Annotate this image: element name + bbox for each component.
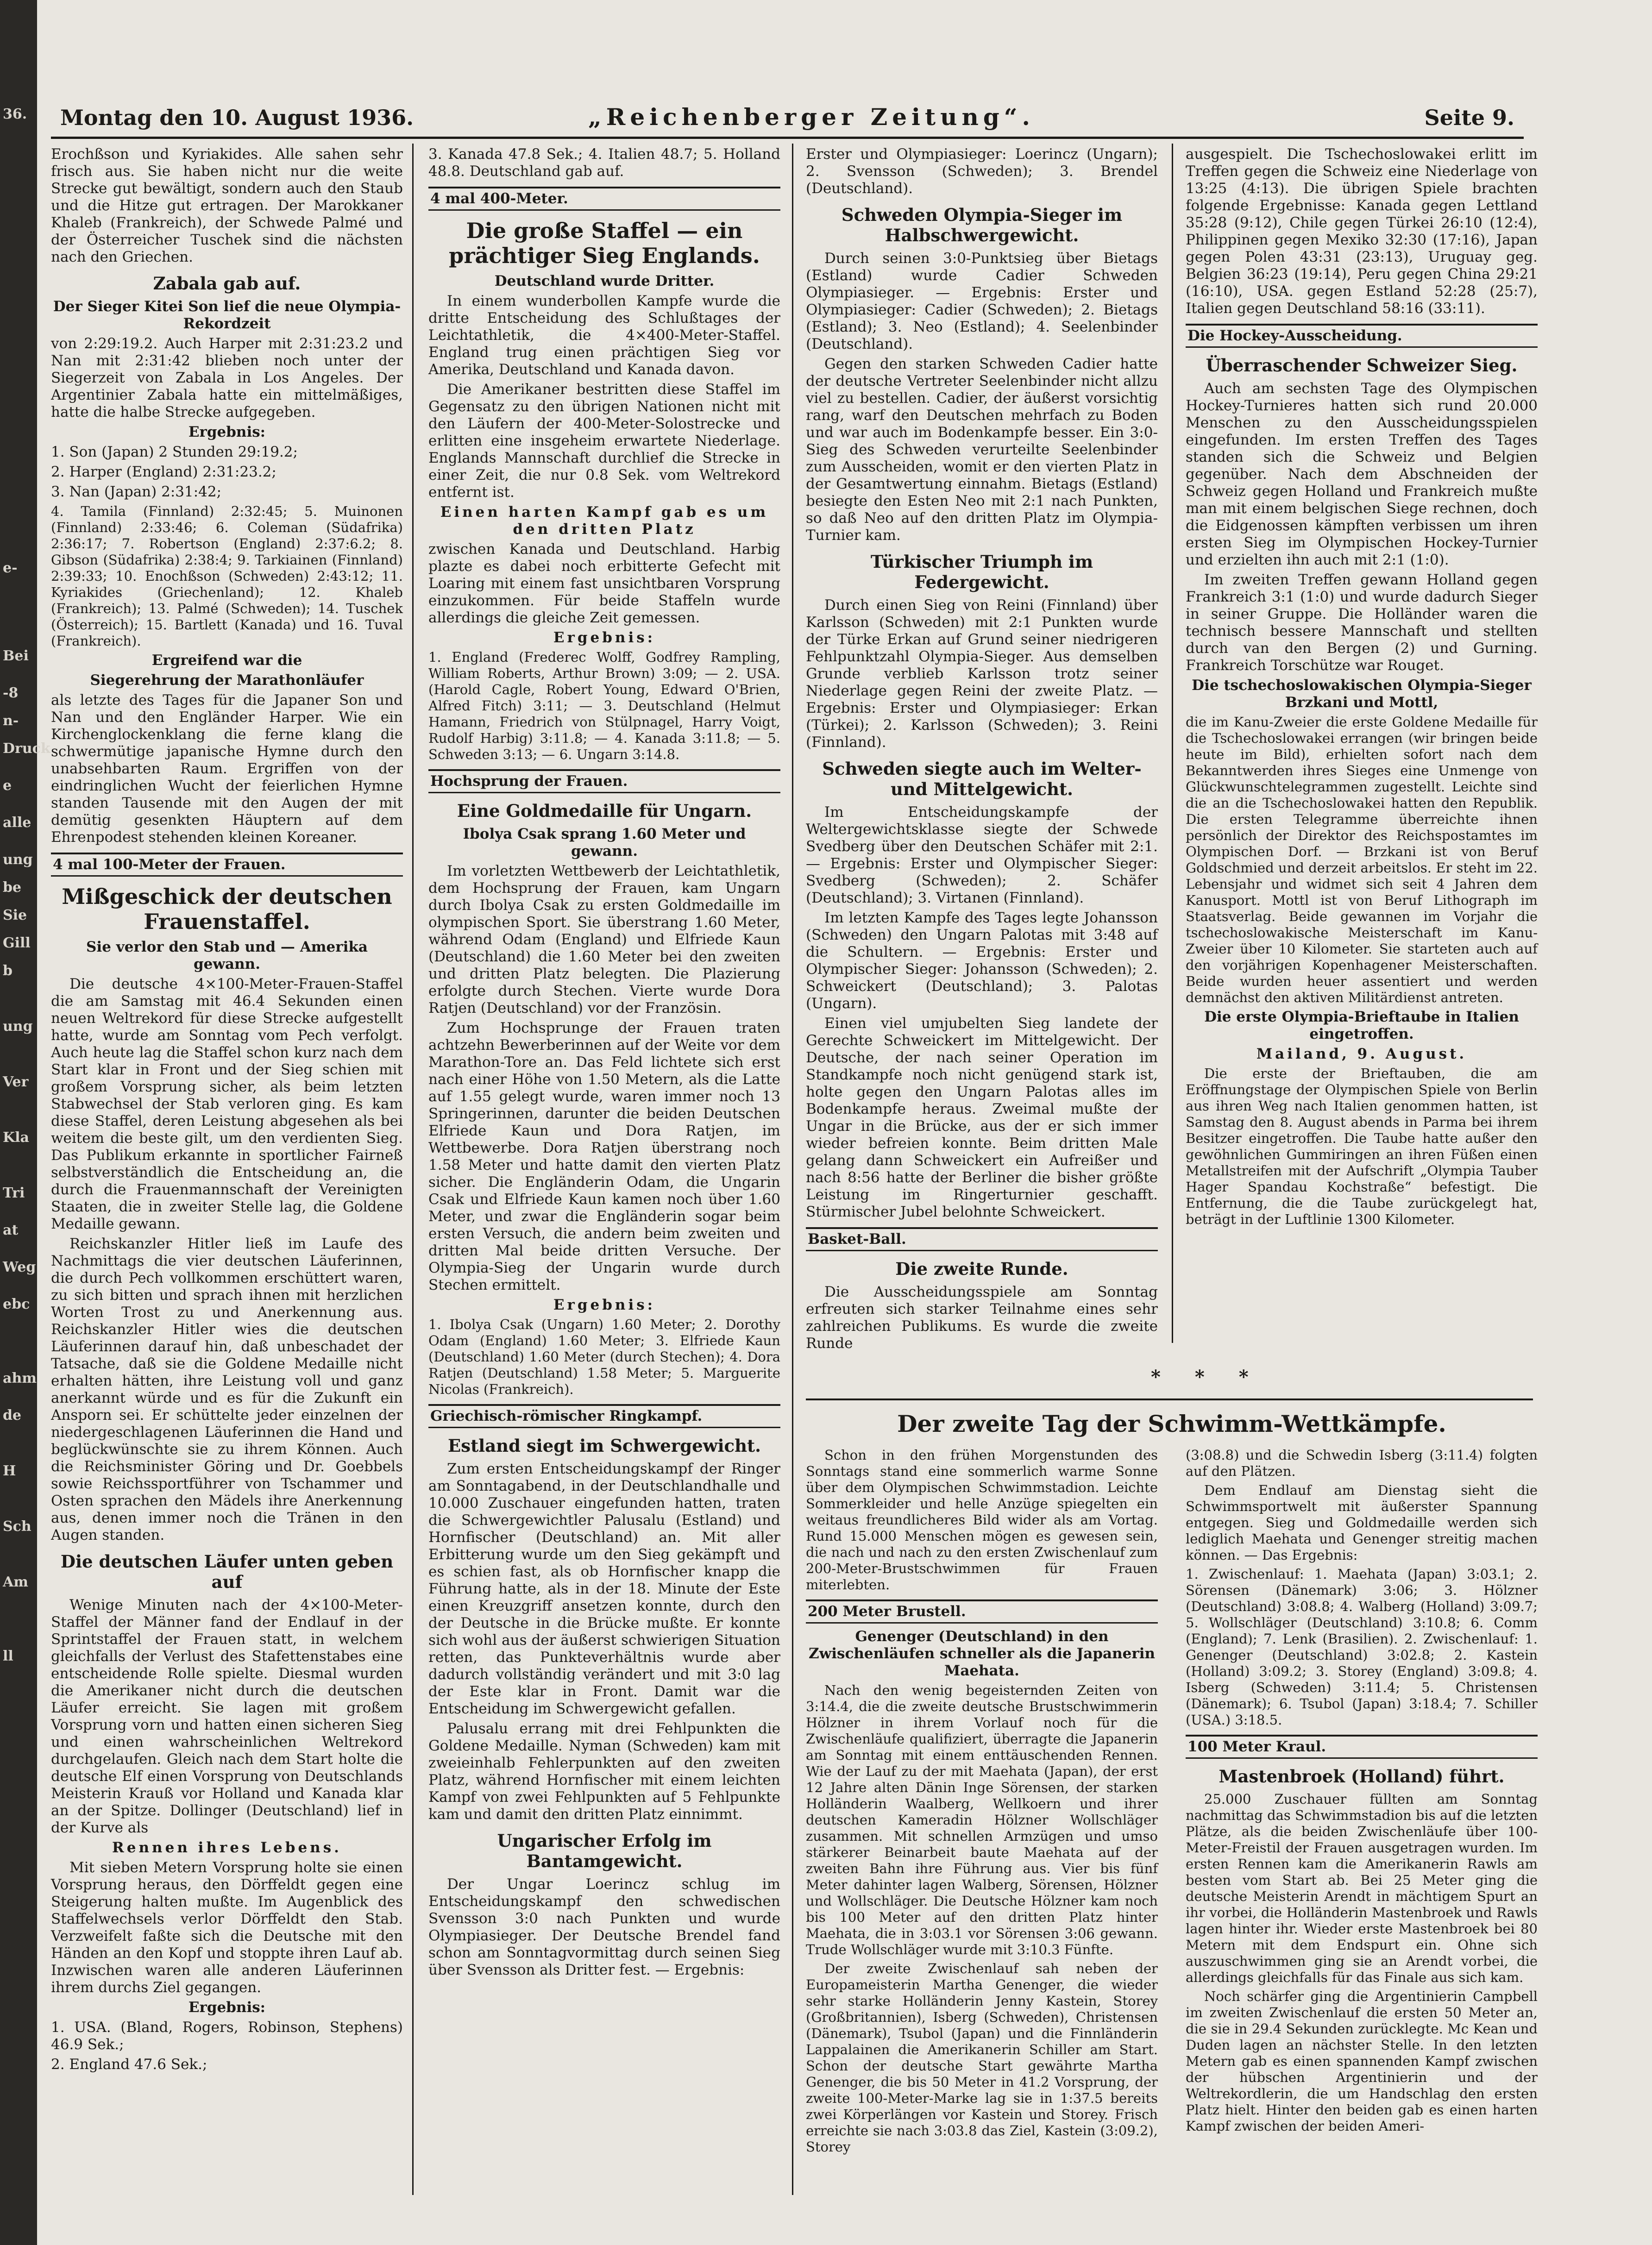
subheadline: Genenger (Deutschland) in den Zwischenläufen schneller als die Japanerin Maehata. <box>808 1628 1156 1679</box>
result-text: 1. Ibolya Csak (Ungarn) 1.60 Meter; 2. Dorothy Odam (England) 1.60 Meter; 3. Elfriede Kaun (Deutschland) 1.60 Meter (durch Stechen); 4. Dora Ratjen (Deutschland) 1.58 Meter; 5. Marguerite Nicolas (Frankreich). <box>428 1317 780 1397</box>
article-text: Einen viel umjubelten Sieg landete der Gerechte Schweickert im Mittelgewicht. Der Deutsche, der nach seiner Operation im Standkampfe noch nicht genügend stark ist, holte gegen den Ungarn Palotas alles im Bodenkampfe heraus. Zweimal mußte der Ungar in die Brücke, aus der er sich immer wieder befreien konnte. Beim dritten Male gelang dann Schweickert ein Aufreißer und nach 8:56 hatte der Berliner die bisher größte Leistung im Ringerturnier geschafft. Stürmischer Jubel belohnte Schweickert. <box>806 1015 1158 1220</box>
column-4 <box>1186 146 1538 1230</box>
result-line: 1. USA. (Bland, Rogers, Robinson, Stephens) 46.9 Sek.; <box>51 2019 403 2053</box>
subheadline: Ibolya Csak sprang 1.60 Meter und gewann. <box>463 826 746 859</box>
column-3-lower <box>806 1447 1158 2158</box>
result-label: Ergebnis: <box>553 1297 656 1313</box>
strip-fragment: -8 <box>3 685 19 701</box>
column-4-lower <box>1186 1447 1538 2137</box>
result-line: 1. Son (Japan) 2 Stunden 29:19.2; <box>51 444 298 460</box>
article-text: zwischen Kanada und Deutschland. Harbig plazte es dabei noch erbitterte Gefecht mit Loaring mit einem fast unsichtbaren Vorsprung einzukommen. Für beide Staffeln wurde allerdings die gleiche Zeit gemessen. <box>428 541 780 626</box>
article-text: Die erste der Brieftauben, die am Eröffnungstage der Olympischen Spiele von Berlin aus ihren Weg nach Italien genommen hatten, ist Samstag den 8. August abends in Parma bei ihrem Besitzer eingetroffen. Die Taube hatte außer den gewöhnlichen Gummiringen an ihren Füßen einen Metallstreifen mit der Aufschrift „Olympia Tauber Hager Spandau Kochstraße“ befestigt. Die Entfernung, die die Taube zurückgelegt hat, beträgt in der Luftlinie 1300 Kilometer. <box>1186 1066 1538 1227</box>
subheading: Zabala gab auf. <box>153 273 301 294</box>
headline: Die zweite Runde. <box>895 1259 1068 1279</box>
article-text: (3:08.8) und die Schwedin Isberg (3:11.4) folgten auf den Plätzen. <box>1186 1447 1538 1479</box>
strip-fragment: ahm <box>3 1370 37 1386</box>
strip-fragment: e <box>3 778 12 794</box>
column-rule <box>412 144 414 2195</box>
article-text: Erster und Olympiasieger: Loerincz (Ungarn); 2. Svensson (Schweden); 3. Brendel (Deutschland). <box>806 146 1158 197</box>
strip-fragment: be <box>3 879 22 896</box>
headline: Überraschender Schweizer Sieg. <box>1206 355 1518 376</box>
article-text: Schon in den frühen Morgenstunden des Sonntags stand eine sommerlich warme Sonne über dem Olympischen Schwimmstadion. Leichte Sommerkleider und helle Anzüge spiegelten ein weitaus freundlicheres Bild wider als am Vortag. Rund 15.000 Menschen mögen es gewesen sein, die nach und nach zu den ersten Zwischenlauf zum 200-Meter-Brustschwimmen für Frauen miterlebten. <box>806 1447 1158 1593</box>
strip-fragment: n- <box>3 713 19 729</box>
subheading: Der Sieger Kitei Son lief die neue Olympia-Rekordzeit <box>53 298 401 332</box>
article-text: Durch seinen 3:0-Punktsieg über Bietags (Estland) wurde Cadier Schweden Olympiasieger. — Ergebnis: Erster und Olympiasieger: Cadier (Schweden); 2. Bietags (Estland); 3. Neo (Estland); 4. Seelenbinder (Deutschland). <box>806 250 1158 352</box>
newspaper-name: „Reichenberger Zeitung“. <box>588 103 1035 131</box>
section-label: Hochsprung der Frauen. <box>428 769 780 793</box>
subheadline: Deutschland wurde Dritter. <box>494 273 715 289</box>
column-rule <box>792 144 793 2195</box>
article-text: Der Ungar Loerincz schlug im Entscheidungskampf den schwedischen Svensson 3:0 nach Punkten und wurde Olympiasieger. Der Deutsche Brendel fand schon am Sonntagvormittag durch seinen Sieg über Svensson als Dritter fest. — Ergebnis: <box>428 1876 780 1978</box>
strip-fragment: at <box>3 1222 19 1238</box>
strip-fragment: e- <box>3 560 18 576</box>
column-2 <box>428 146 780 1982</box>
strip-fragment: ebc <box>3 1296 30 1312</box>
strip-fragment: Bei <box>3 648 29 664</box>
article-text: Reichskanzler Hitler ließ im Laufe des Nachmittags die vier deutschen Läuferinnen, die durch Pech vollkommen erschüttert waren, zu sich bitten und sprach ihnen mit herzlichen Worten Trost zu und Anerkennung aus. Reichskanzler Hitler wies die deutschen Läuferinnen darauf hin, daß unbeschadet der Tatsache, daß sie die Goldene Medaille nicht erhalten hätten, ihre Leistung voll und ganz anerkannt würde und es für die Zukunft ein Ansporn sei. Er schüttelte jeder einzelnen der niedergeschlagenen Läuferinnen die Hand und beglückwünschte sie zu ihrem Können. Auch die Reichsminister Göring und Dr. Goebbels sowie Reichssportführer von Tschammer und Osten sprachen den Mädels ihre Anerkennung aus, denen immer noch die Tränen in den Augen standen. <box>51 1235 403 1543</box>
dateline: Mailand, 9. August. <box>1256 1046 1467 1062</box>
result-label: Ergebnis: <box>553 629 656 646</box>
section-label: 4 mal 400-Meter. <box>428 187 780 211</box>
strip-fragment: 36. <box>3 106 27 122</box>
article-text: die im Kanu-Zweier die erste Goldene Medaille für die Tschechoslowakei errangen (wir bringen beide heute im Bild), erhielten sofort nach dem Bekanntwerden ihres Sieges eine Unmenge von Glückwunschtelegrammen zugestellt. Leichte sind die an die Tschechoslowakei hatten den Republik. Die ersten Telegramme überreichte ihnen persönlich der Direktor des Reichspostamtes im Olympischen Dorf. — Brzkani ist von Beruf Goldschmied und derzeit arbeitslos. Er steht im 22. Lebensjahr und widmet sich seit 4 Jahren dem Kanusport. Mottl ist von Beruf Lithograph im Staatsverlag. Beide gewannen im Vorjahr die tschechoslowakische Meisterschaft im Kanu-Zweier über 10 Kilometer. Sie starteten auch auf den vorjährigen Kopenhagener Meisterschaften. Beide wurden heuer assentiert und werden demnächst den aktiven Militärdienst antreten. <box>1186 714 1538 1005</box>
article-text: Zum Hochsprunge der Frauen traten achtzehn Bewerberinnen auf der Weite vor dem Marathon-Tore an. Das Feld lichtete sich erst nach einer Höhe von 1.50 Metern, als die Latte auf 1.55 gelegt wurde, waren immer noch 13 Springerinnen, darunter die beiden Deutschen Elfriede Kaun und Dora Ratjen, im Wettbewerbe. Dora Ratjen überstrang noch 1.58 Meter und hatte damit den vierten Platz sicher. Die Engländerin Odam, die Ungarin Csak und Elfriede Kaun kamen noch über 1.60 Meter, und zwar die Engländerin sogar beim ersten Versuch, die andern beim zweiten und dritten Mal beide dritten Versuche. Der Olympia-Sieg der Ungarin wurde durch Stechen ermittelt. <box>428 1020 780 1293</box>
subheading: Siegerehrung der Marathonläufer <box>90 672 364 689</box>
headline: Eine Goldmedaille für Ungarn. <box>457 801 752 821</box>
subheading: Die deutschen Läufer unten geben auf <box>60 1551 394 1592</box>
section-label: Die Hockey-Ausscheidung. <box>1186 324 1538 348</box>
result-text: 4. Tamila (Finnland) 2:32:45; 5. Muinonen (Finnland) 2:33:46; 6. Coleman (Südafrika) 2:36:17; 7. Robertson (England) 2:37:6.2; 8. Gibson (Südafrika) 2:38:4; 9. Tarkiainen (Finnland) 2:39:33; 10. Enochßson (Schweden) 2:43:12; 11. Kyriakides (Griechenland); 12. Khaleb (Frankreich); 13. Palmé (Schweden); 14. Tuschek (Österreich); 15. Bartlett (Kanada) und 16. Tuval (Frankreich). <box>51 503 403 649</box>
result-label: Ergebnis: <box>188 424 266 440</box>
subheading: Einen harten Kampf gab es um den dritten Platz <box>440 504 769 538</box>
headline: Ungarischer Erfolg im Bantamgewicht. <box>497 1831 712 1871</box>
issue-date: Montag den 10. August 1936. <box>60 105 414 130</box>
strip-fragment: Tri <box>3 1185 25 1201</box>
headline: Mastenbroek (Holland) führt. <box>1219 1766 1505 1787</box>
masthead <box>51 95 1524 139</box>
banner-headline: Der zweite Tag der Schwimm-Wettkämpfe. <box>897 1410 1446 1437</box>
strip-fragment: Kla <box>3 1129 29 1146</box>
article-text: Zum ersten Entscheidungskampf der Ringer am Sonntagabend, in der Deutschlandhalle und 10.000 Zuschauer eingefunden hatten, traten die Schwergewichtler Palusalu (Estland) und Hornfischer (Deutschland) an. Mit aller Erbitterung wurde um den Sieg gekämpft und es schien fast, als ob Hornfischer knapp die Führung hatte, als in der 18. Minute der Este einen Kreuzgriff ansetzen konnte, durch den der Deutsche in die Brücke mußte. Er konnte sich wohl aus der äußerst schwierigen Situation retten, das Punkteverhältnis wurde aber dadurch vollständig verändert und mit 3:0 lag der Este klar in Front. Damit war die Entscheidung im Schwergewicht gefallen. <box>428 1461 780 1717</box>
article-text: In einem wunderbollen Kampfe wurde die dritte Entscheidung des Schlußtages der Leichtathletik, die 4×400-Meter-Staffel. England trug einen prächtigen Sieg vor Amerika, Deutschland und Kanada davon. <box>428 293 780 378</box>
article-text: von 2:29:19.2. Auch Harper mit 2:31:23.2 und Nan mit 2:31:42 blieben noch unter der Siegerzeit von Zabala in Los Angeles. Der Argentinier Zabala hatte ein mittelmäßiges, hatte die halbe Strecke aufgegeben. <box>51 335 403 420</box>
headline: Türkischer Triumph im Federgewicht. <box>870 552 1093 592</box>
column-1 <box>51 146 403 2076</box>
headline: Schweden Olympia-Sieger im Halbschwergewicht. <box>841 205 1123 245</box>
strip-fragment: ung <box>3 1018 33 1035</box>
page-number: Seite 9. <box>1424 105 1514 130</box>
section-label: 4 mal 100-Meter der Frauen. <box>51 853 403 877</box>
article-text: Wenige Minuten nach der 4×100-Meter-Staffel der Männer fand der Endlauf in der Sprintstaffel der Frauen statt, in welchem gleichfalls der Verlust des Stafettenstabes eine entscheidende Rolle spielte. Diesmal wurden die Amerikaner nicht durch die deutschen Läufer erreicht. Sie lagen mit großem Vorsprung vorn und hatten einen sicheren Sieg und einen wahrscheinlichen Weltrekord durchgelaufen. Gleich nach dem Start holte die deutsche Elf einen Vorsprung von Deutschlands Meisterin Krauß vor Holland und Kanada klar an der Spitze. Dollinger (Deutschland) lief in der Kurve als <box>51 1597 403 1836</box>
subheading: Ergreifend war die <box>151 652 302 669</box>
strip-fragment: de <box>3 1407 22 1424</box>
article-text: Dem Endlauf am Dienstag sieht die Schwimmsportwelt mit äußerster Spannung entgegen. Sieg und Goldmedaille werden sich lediglich Maehata und Genenger streitig machen können. — Das Ergebnis: <box>1186 1482 1538 1563</box>
article-text: 25.000 Zuschauer füllten am Sonntag nachmittag das Schwimmstadion bis auf die letzten Plätze, als die beiden Zwischenläufe über 100-Meter-Freistil der Frauen ausgetragen wurden. Im ersten Rennen kam die Amerikanerin Rawls am besten vom Start ab. Bei 25 Meter ging die deutsche Meisterin Arendt in mächtigem Spurt an ihr vorbei, die Holländerin Mastenbroek und Rawls lagen hinter ihr. Wieder erste Mastenbroek bei 80 Metern mit dem Endspurt ein. Ohne sich auszuschwimmen ging sie an Arendt vorbei, die allerdings gleichfalls für das Finale aus sich kam. <box>1186 1791 1538 1985</box>
adjacent-page-strip <box>0 0 50 2245</box>
article-text: Palusalu errang mit drei Fehlpunkten die Goldene Medaille. Nyman (Schweden) kam mit zweieinhalb Fehlerpunkten auf den zweiten Platz, während Hornfischer mit einem leichten Kampf von zwei Fehlpunkten auf 5 Fehlpunkte kam und damit den dritten Platz einnimmt. <box>428 1720 780 1823</box>
article-text: 3. Kanada 47.8 Sek.; 4. Italien 48.7; 5. Holland 48.8. Deutschland gab auf. <box>428 146 780 180</box>
article-text: Die deutsche 4×100-Meter-Frauen-Staffel die am Samstag mit 46.4 Sekunden einen neuen Weltrekord für diese Strecke aufgestellt hatte, wurde am Sonntag vom Pech verfolgt. Auch heute lag die Staffel schon kurz nach dem Start klar in Front und der Sieg schien mit großem Vorsprung sicher, als beim letzten Stabwechsel der Stab verloren ging. Es kam diese Staffel, deren Leistung abgesehen als bei weitem die beste gilt, um den verdienten Sieg. Das Publikum erkannte in sportlicher Fairneß selbstverständlich die Entscheidung an, die durch die Frauenmannschaft der Vereinigten Staaten, die in zweiter Stelle lag, die Goldene Medaille gewann. <box>51 976 403 1232</box>
column-3 <box>806 146 1158 1355</box>
article-text: Erochßson und Kyriakides. Alle sahen sehr frisch aus. Sie haben nicht nur die weite Strecke gut bewältigt, sondern auch den Staub und die Hitze gut ertragen. Der Marokkaner Khaleb (Frankreich), der Schwede Palmé und der Österreicher Tuschek sind die nächsten nach den Griechen. <box>51 146 403 265</box>
subheadline: Sie verlor den Stab und — Amerika gewann. <box>86 939 368 972</box>
section-label: Basket-Ball. <box>806 1227 1158 1251</box>
headline: Estland siegt im Schwergewicht. <box>448 1436 761 1456</box>
section-label: 200 Meter Brustell. <box>806 1599 1158 1624</box>
article-text: ausgespielt. Die Tschechoslowakei erlitt im Treffen gegen die Schweiz eine Niederlage von 13:25 (4:13). Die übrigen Spiele brachten folgende Ergebnisse: Kanada gegen Lettland 35:28 (9:12), Chile gegen Türkei 26:10 (12:4), Philippinen gegen Mexiko 32:30 (17:16), Japan gegen Polen 43:31 (23:13), Uruguay geg. Belgien 36:23 (19:14), Peru gegen China 29:21 (16:10), USA. gegen Estland 52:28 (25:7), Italien gegen Deutschland 58:16 (33:11). <box>1186 146 1538 317</box>
result-line: 2. Harper (England) 2:31:23.2; <box>51 464 276 480</box>
article-text: Gegen den starken Schweden Cadier hatte der deutsche Vertreter Seelenbinder nicht allzu viel zu bestellen. Cadier, der äußerst vorsichtig rang, warf den Deutschen mehrfach zu Boden und war auch im Bodenkampfe besser. Ein 3:0-Sieg des Schweden verurteilte Seelenbinder zum Ausscheiden, womit er den vierten Platz in der Gesamtwertung einnahm. Bietags (Estland) besiegte den Esten Neo mit 2:1 nach Punkten, so daß Neo auf den dritten Platz im Olympia-Turnier kam. <box>806 356 1158 544</box>
result-text: 1. Zwischenlauf: 1. Maehata (Japan) 3:03.1; 2. Sörensen (Dänemark) 3:06; 3. Hölzner (Deutschland) 3:08.8; 4. Walberg (Holland) 3:09.7; 5. Wollschläger (Deutschland) 3:10.8; 6. Comm (England); 7. Lenk (Brasilien). 2. Zwischenlauf: 1. Genenger (Deutschland) 3:02.8; 2. Kastein (Holland) 3:09.2; 3. Storey (England) 3:09.8; 4. Isberg (Schweden) 3:11.4; 5. Christensen (Dänemark); 6. Tsubol (Japan) 3:18.4; 7. Schiller (USA.) 3:18.5. <box>1186 1566 1538 1728</box>
article-text: Mit sieben Metern Vorsprung holte sie einen Vorsprung heraus, den Dörffeldt gegen eine Steigerung halten mußte. Im Augenblick des Staffelwechsels verlor Dörffeldt den Stab. Verzweifelt faßte sich die Deutsche mit den Händen an den Kopf und stoppte ihren Lauf ab. Inzwischen waren alle anderen Läuferinnen ihrem durchs Ziel gegangen. <box>51 1859 403 1996</box>
section-label: Griechisch-römischer Ringkampf. <box>428 1404 780 1428</box>
strip-fragment: ll <box>3 1648 13 1664</box>
article-text: Durch einen Sieg von Reini (Finnland) über Karlsson (Schweden) mit 2:1 Punkten wurde der Türke Erkan auf Grund seiner niedrigeren Fehlpunktzahl Olympia-Sieger. Aus demselben Grunde verblieb Karlsson trotz seiner Niederlage gegen Reini der zweite Platz. — Ergebnis: Erster und Olympiasieger: Erkan (Türkei); 2. Karlsson (Schweden); 3. Reini (Finnland). <box>806 597 1158 751</box>
strip-fragment: Sie <box>3 907 27 923</box>
strip-fragment: Druck <box>3 740 50 757</box>
strip-fragment: alle <box>3 815 31 831</box>
strip-fragment: ung <box>3 852 33 868</box>
article-text: als letzte des Tages für die Japaner Son und Nan und den Engländer Harper. Wie ein Kirchenglockenklang die ferne klang die schwermütige japanische Hymne durch den unabsehbarten Raum. Ergriffen von der eindringlichen Wucht der feierlichen Hymne standen Tausende mit den Augen der mit demütig gesenkten Häuptern auf dem Ehrenpodest stehenden kleinen Koreaner. <box>51 692 403 846</box>
article-text: Der zweite Zwischenlauf sah neben der Europameisterin Martha Genenger, die wieder sehr starke Holländerin Jenny Kastein, Storey (Großbritannien), Isberg (Schweden), Christensen (Dänemark), Tsubol (Japan) und die Finnländerin Lappalainen die Amerikanerin Schiller am Start. Schon der deutsche Start gewährte Martha Genenger, die bis 50 Meter in 41.2 Vorsprung, der zweite 100-Meter-Marke lag sie in 1:37.5 bereits zwei Körperlängen vor Kastein und Storey. Frisch erreichte sie nach 3:03.8 das Ziel, Kastein (3:09.2), Storey <box>806 1961 1158 2155</box>
article-text: Im vorletzten Wettbewerb der Leichtathletik, dem Hochsprung der Frauen, kam Ungarn durch Ibolya Csak zu ersten Goldmedaille im olympischen Sport. Sie überstrang 1.60 Meter, während Odam (England) und Elfriede Kaun (Deutschland) die 1.60 Meter bei den zweiten und dritten Platz belegten. Die Plazierung erfolgte durch Stechen. Vierte wurde Dora Ratjen (Deutschland) vor der Französin. <box>428 863 780 1016</box>
strip-fragment: Am <box>3 1574 29 1590</box>
result-line: 2. England 47.6 Sek.; <box>51 2056 207 2073</box>
strip-fragment: Sch <box>3 1518 31 1535</box>
subheading: Rennen ihres Lebens. <box>112 1839 342 1856</box>
horizontal-rule <box>806 1398 1533 1400</box>
article-text: Auch am sechsten Tage des Olympischen Hockey-Turnieres hatten sich rund 20.000 Menschen zu den Ausscheidungsspielen eingefunden. Im ersten Treffen des Tages standen sich die Schweiz und Belgien gegenüber. Nach dem Abschneiden der Schweiz gegen Holland und Frankreich mußte man mit einem belgischen Siege rechnen, doch die Eidgenossen kämpften verbissen um ihren ersten Sieg im Olympischen Hockey-Turnier und erzielten ihn auch mit 2:1 (1:0). <box>1186 380 1538 568</box>
article-text: Im letzten Kampfe des Tages legte Johansson (Schweden) den Ungarn Palotas mit 3:48 auf die Schultern. — Ergebnis: Erster und Olympischer Sieger: Johansson (Schweden); 2. Schweickert (Deutschland); 3. Palotas (Ungarn). <box>806 909 1158 1012</box>
subheading: Die erste Olympia-Brieftaube in Italien eingetroffen. <box>1204 1009 1519 1042</box>
strip-fragment: Ver <box>3 1074 29 1090</box>
article-text: Im Entscheidungskampfe der Weltergewichtsklasse siegte der Schwede Svedberg über den Deutschen Schäfer mit 2:1. — Ergebnis: Erster und Olympischer Sieger: Svedberg (Schweden); 2. Schäfer (Deutschland); 3. Virtanen (Finnland). <box>806 804 1158 906</box>
article-text: Noch schärfer ging die Argentinierin Campbell im zweiten Zwischenlauf die ersten 50 Meter an, die sie in 29.4 Sekunden zurücklegte. Mc Kean und Duden lagen an nächster Stelle. In den letzten Metern gab es einen spannenden Kampf zwischen der hübschen Argentinierin und der Weltrekordlerin, die um Handschlag den ersten Platz hielt. Hinter den beiden gab es einen harten Kampf zwischen der beiden Ameri- <box>1186 1988 1538 2134</box>
strip-fragment: Gill <box>3 935 31 951</box>
headline: Mißgeschick der deutschen Frauenstaffel. <box>62 884 392 934</box>
article-text: Nach den wenig begeisternden Zeiten von 3:14.4, die die zweite deutsche Brustschwimmerin Hölzner in ihrem Vorlauf noch für die Zwischenläufe qualifiziert, überragte die Japanerin am Sonntag mit einem enttäuschenden Rennen. Wie der Lauf zu der mit Maehata (Japan), der erst 12 Jahre alten Dänin Inge Sörensen, der starken Holländerin Waalberg, Wellkoern und ihrer deutschen Kameradin Hölzner Wollschläger zusammen. Mit schnellen Armzügen und umso stärkerer Beinarbeit baute Maehata auf der zweiten Bahn ihre Führung aus. Vier bis fünf Meter dahinter lagen Walberg, Sörensen, Hölzner und Wollschläger. Die Deutsche Hölzner kam noch bis 100 Meter auf den dritten Platz hinter Maehata, die in 3:03.1 vor Sörensen 3:06 gewann. Trude Wollschläger wurde mit 3:10.3 Fünfte. <box>806 1682 1158 1957</box>
article-text: Die Ausscheidungsspiele am Sonntag erfreuten sich starker Teilnahme eines sehr zahlreichen Publikums. Es wurde die zweite Runde <box>806 1284 1158 1352</box>
section-separator: * * * <box>1151 1366 1263 1388</box>
result-text: 1. England (Frederec Wolff, Godfrey Rampling, William Roberts, Arthur Brown) 3:09; — 2. USA. (Harold Cagle, Robert Young, Edward O'Brien, Alfred Fitch) 3:11; — 3. Deutschland (Helmut Hamann, Friedrich von Stülpnagel, Harry Voigt, Rudolf Harbig) 3:11.8; — 4. Kanada 3:11.8; — 5. Schweden 3:13; — 6. Ungarn 3:14.8. <box>428 649 780 762</box>
subheading: Die tschechoslowakischen Olympia-Sieger Brzkani und Mottl, <box>1192 677 1532 711</box>
section-label: 100 Meter Kraul. <box>1186 1735 1538 1759</box>
strip-fragment: H <box>3 1463 16 1479</box>
strip-fragment: Weg <box>3 1259 36 1275</box>
result-label: Ergebnis: <box>188 1999 266 2016</box>
headline: Schweden siegte auch im Welter- und Mittelgewicht. <box>822 759 1142 799</box>
result-line: 3. Nan (Japan) 2:31:42; <box>51 483 222 500</box>
newspaper-page <box>51 69 1538 2218</box>
strip-fragment: b <box>3 963 13 979</box>
headline: Die große Staffel — ein prächtiger Sieg Englands. <box>449 218 760 268</box>
article-text: Im zweiten Treffen gewann Holland gegen Frankreich 3:1 (1:0) und wurde dadurch Sieger in seiner Gruppe. Die Holländer waren die technisch bessere Mannschaft und stellten durch van den Bergen (2) und Gurning. Frankreich Torschütze war Rouget. <box>1186 571 1538 674</box>
column-rule <box>1172 144 1173 1343</box>
article-text: Die Amerikaner bestritten diese Staffel im Gegensatz zu den übrigen Nationen nicht mit den Läufern der 400-Meter-Solostrecke und erlitten eine insgeheim erwartete Niederlage. Englands Mannschaft durchlief die Strecke in einer Zeit, die nur 0.8 Sek. vom Weltrekord entfernt ist. <box>428 381 780 501</box>
